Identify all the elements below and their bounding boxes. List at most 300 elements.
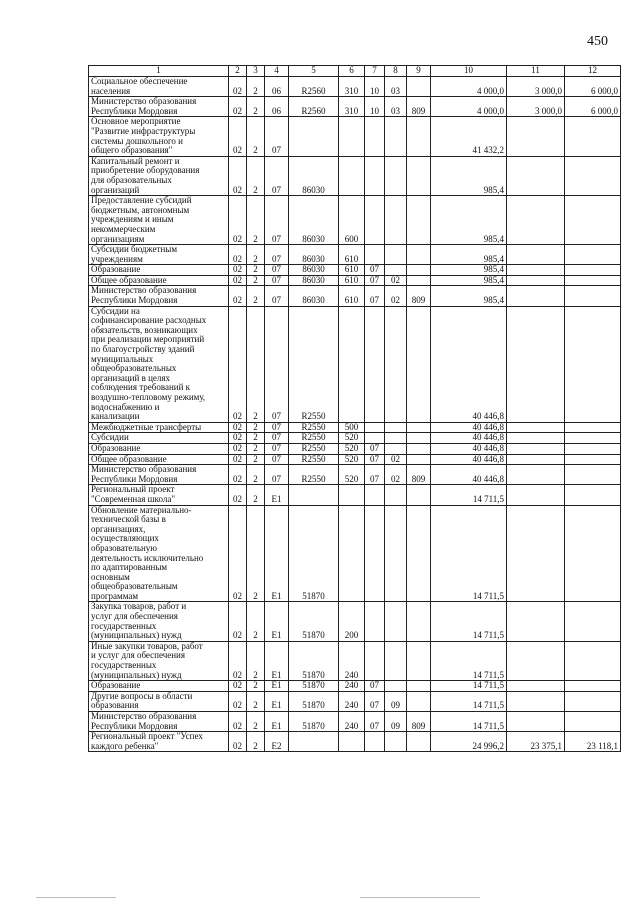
column-header: 9 (407, 66, 431, 77)
amount-cell (507, 712, 565, 732)
amount-cell (507, 156, 565, 195)
table-row (89, 422, 621, 433)
target-code-cell: 86030 (289, 275, 339, 286)
ministry-code-cell (407, 117, 431, 156)
amount-cell: 40 446,8 (431, 454, 507, 465)
ministry-code-cell (407, 691, 431, 711)
amount-cell: 6 000,0 (565, 77, 621, 97)
expense-type-cell: 520 (339, 443, 365, 454)
code-cell: 02 (229, 505, 247, 602)
code-cell: 06 (265, 97, 289, 117)
amount-cell (507, 465, 565, 485)
row-name-cell: Министерство образования Республики Мордовия (89, 712, 229, 732)
amount-cell: 4 000,0 (431, 97, 507, 117)
subsection-cell: 03 (385, 77, 407, 97)
amount-cell (565, 433, 621, 444)
row-name-cell: Социальное обеспечение населения (89, 77, 229, 97)
code-cell: E1 (265, 641, 289, 680)
code-cell: E1 (265, 505, 289, 602)
ministry-code-cell (407, 77, 431, 97)
section-cell (365, 732, 385, 752)
code-cell: 07 (265, 443, 289, 454)
expense-type-cell: 520 (339, 433, 365, 444)
code-cell: 02 (229, 454, 247, 465)
code-cell: 2 (247, 97, 265, 117)
target-code-cell: 86030 (289, 286, 339, 306)
ministry-code-cell (407, 422, 431, 433)
table-row (89, 454, 621, 465)
ministry-code-cell: 809 (407, 712, 431, 732)
code-cell: 02 (229, 306, 247, 422)
ministry-code-cell (407, 156, 431, 195)
code-cell: 2 (247, 306, 265, 422)
code-cell: 07 (265, 275, 289, 286)
amount-cell (565, 641, 621, 680)
ministry-code-cell (407, 454, 431, 465)
page-number: 450 (587, 34, 608, 49)
code-cell: 02 (229, 602, 247, 641)
amount-cell: 14 711,5 (431, 602, 507, 641)
target-code-cell: 86030 (289, 156, 339, 195)
amount-cell: 985,4 (431, 265, 507, 276)
amount-cell (507, 505, 565, 602)
code-cell: 02 (229, 265, 247, 276)
target-code-cell: 86030 (289, 265, 339, 276)
row-name-cell: Региональный проект "Современная школа" (89, 485, 229, 505)
section-cell (365, 422, 385, 433)
code-cell: 02 (229, 732, 247, 752)
table-row (89, 681, 621, 692)
code-cell: 02 (229, 681, 247, 692)
amount-cell: 985,4 (431, 196, 507, 245)
amount-cell (507, 641, 565, 680)
column-header: 1 (89, 66, 229, 77)
amount-cell: 40 446,8 (431, 306, 507, 422)
amount-cell (565, 265, 621, 276)
subsection-cell: 02 (385, 275, 407, 286)
target-code-cell: R2550 (289, 433, 339, 444)
target-code-cell: 51870 (289, 641, 339, 680)
amount-cell: 14 711,5 (431, 505, 507, 602)
row-name-cell: Образование (89, 681, 229, 692)
code-cell: E1 (265, 712, 289, 732)
amount-cell (565, 691, 621, 711)
subsection-cell (385, 443, 407, 454)
expense-type-cell (339, 732, 365, 752)
code-cell: 07 (265, 117, 289, 156)
row-name-cell: Министерство образования Республики Мордовия (89, 465, 229, 485)
expense-type-cell: 310 (339, 77, 365, 97)
table-row (89, 117, 621, 156)
target-code-cell: 51870 (289, 691, 339, 711)
table-row (89, 196, 621, 245)
amount-cell (565, 275, 621, 286)
row-name-cell: Закупка товаров, работ и услуг для обеспечения государственных (муниципальных) нужд (89, 602, 229, 641)
target-code-cell: R2550 (289, 306, 339, 422)
row-name-cell: Министерство образования Республики Мордовия (89, 97, 229, 117)
row-name-cell: Другие вопросы в области образования (89, 691, 229, 711)
expense-type-cell (339, 306, 365, 422)
amount-cell (507, 265, 565, 276)
code-cell: 02 (229, 712, 247, 732)
ministry-code-cell (407, 602, 431, 641)
amount-cell (507, 443, 565, 454)
target-code-cell (289, 732, 339, 752)
amount-cell (565, 156, 621, 195)
code-cell: 02 (229, 97, 247, 117)
amount-cell (565, 505, 621, 602)
amount-cell (507, 681, 565, 692)
expense-type-cell: 240 (339, 691, 365, 711)
code-cell: 2 (247, 275, 265, 286)
subsection-cell (385, 245, 407, 265)
code-cell: 07 (265, 422, 289, 433)
subsection-cell (385, 117, 407, 156)
column-header: 12 (565, 66, 621, 77)
amount-cell: 985,4 (431, 286, 507, 306)
ministry-code-cell: 809 (407, 465, 431, 485)
amount-cell: 14 711,5 (431, 641, 507, 680)
expense-type-cell (339, 156, 365, 195)
amount-cell: 40 446,8 (431, 422, 507, 433)
amount-cell: 40 446,8 (431, 465, 507, 485)
amount-cell (565, 422, 621, 433)
table-row (89, 245, 621, 265)
amount-cell (565, 485, 621, 505)
section-cell: 07 (365, 691, 385, 711)
ministry-code-cell (407, 265, 431, 276)
code-cell: 07 (265, 306, 289, 422)
table-row (89, 641, 621, 680)
amount-cell (507, 485, 565, 505)
table-row (89, 306, 621, 422)
ministry-code-cell (407, 245, 431, 265)
code-cell: 2 (247, 465, 265, 485)
amount-cell: 3 000,0 (507, 77, 565, 97)
amount-cell (507, 422, 565, 433)
scan-mark (360, 897, 480, 898)
expense-type-cell (339, 117, 365, 156)
table-row (89, 732, 621, 752)
ministry-code-cell (407, 505, 431, 602)
expense-type-cell (339, 505, 365, 602)
amount-cell: 985,4 (431, 156, 507, 195)
code-cell: 02 (229, 117, 247, 156)
amount-cell: 3 000,0 (507, 97, 565, 117)
expense-type-cell: 310 (339, 97, 365, 117)
subsection-cell: 02 (385, 454, 407, 465)
code-cell: 02 (229, 422, 247, 433)
code-cell: 2 (247, 732, 265, 752)
row-name-cell: Общее образование (89, 454, 229, 465)
target-code-cell: R2550 (289, 454, 339, 465)
code-cell: 02 (229, 641, 247, 680)
target-code-cell: 86030 (289, 245, 339, 265)
table-row (89, 265, 621, 276)
amount-cell (565, 454, 621, 465)
amount-cell (507, 196, 565, 245)
ministry-code-cell (407, 681, 431, 692)
target-code-cell (289, 485, 339, 505)
code-cell: 2 (247, 485, 265, 505)
amount-cell: 985,4 (431, 275, 507, 286)
table-row (89, 602, 621, 641)
table-row (89, 712, 621, 732)
code-cell: E1 (265, 485, 289, 505)
code-cell: 07 (265, 454, 289, 465)
section-cell (365, 306, 385, 422)
ministry-code-cell (407, 641, 431, 680)
code-cell: 2 (247, 641, 265, 680)
section-cell: 07 (365, 712, 385, 732)
code-cell: 2 (247, 286, 265, 306)
column-header: 6 (339, 66, 365, 77)
target-code-cell: R2550 (289, 465, 339, 485)
section-cell (365, 485, 385, 505)
code-cell: 2 (247, 454, 265, 465)
amount-cell (565, 712, 621, 732)
code-cell: 2 (247, 117, 265, 156)
target-code-cell: 86030 (289, 196, 339, 245)
section-cell (365, 433, 385, 444)
code-cell: 07 (265, 286, 289, 306)
expense-type-cell: 520 (339, 465, 365, 485)
subsection-cell (385, 732, 407, 752)
section-cell: 07 (365, 681, 385, 692)
subsection-cell (385, 156, 407, 195)
target-code-cell: 51870 (289, 602, 339, 641)
table-row (89, 156, 621, 195)
expense-type-cell: 500 (339, 422, 365, 433)
amount-cell (507, 117, 565, 156)
expense-type-cell (339, 485, 365, 505)
section-cell (365, 245, 385, 265)
amount-cell: 14 711,5 (431, 681, 507, 692)
target-code-cell: R2560 (289, 97, 339, 117)
header-row (89, 66, 621, 77)
row-name-cell: Основное мероприятие "Развитие инфраструктуры системы дошкольного и общего образования" (89, 117, 229, 156)
column-header: 5 (289, 66, 339, 77)
scan-mark (36, 897, 116, 898)
expense-type-cell: 240 (339, 641, 365, 680)
expense-type-cell: 610 (339, 286, 365, 306)
ministry-code-cell (407, 306, 431, 422)
amount-cell: 14 711,5 (431, 712, 507, 732)
row-name-cell: Капитальный ремонт и приобретение оборудования для образовательных организаций (89, 156, 229, 195)
subsection-cell (385, 485, 407, 505)
section-cell (365, 641, 385, 680)
amount-cell (565, 196, 621, 245)
code-cell: 02 (229, 443, 247, 454)
amount-cell (565, 286, 621, 306)
amount-cell: 23 118,1 (565, 732, 621, 752)
row-name-cell: Иные закупки товаров, работ и услуг для обеспечения государственных (муниципальных) нужд (89, 641, 229, 680)
amount-cell (565, 245, 621, 265)
code-cell: 02 (229, 77, 247, 97)
amount-cell: 4 000,0 (431, 77, 507, 97)
code-cell: 2 (247, 505, 265, 602)
subsection-cell (385, 681, 407, 692)
amount-cell (507, 275, 565, 286)
amount-cell: 23 375,1 (507, 732, 565, 752)
section-cell: 10 (365, 77, 385, 97)
code-cell: 2 (247, 681, 265, 692)
section-cell (365, 505, 385, 602)
table-row (89, 443, 621, 454)
subsection-cell (385, 196, 407, 245)
amount-cell (565, 443, 621, 454)
table-row (89, 275, 621, 286)
code-cell: 02 (229, 275, 247, 286)
expense-type-cell: 240 (339, 712, 365, 732)
subsection-cell (385, 265, 407, 276)
column-header: 11 (507, 66, 565, 77)
target-code-cell: 51870 (289, 505, 339, 602)
section-cell (365, 196, 385, 245)
column-header: 10 (431, 66, 507, 77)
target-code-cell: R2560 (289, 77, 339, 97)
code-cell: 07 (265, 156, 289, 195)
amount-cell (565, 681, 621, 692)
code-cell: 07 (265, 265, 289, 276)
code-cell: 07 (265, 196, 289, 245)
amount-cell: 24 996,2 (431, 732, 507, 752)
budget-table (88, 65, 621, 752)
code-cell: 2 (247, 712, 265, 732)
code-cell: 2 (247, 691, 265, 711)
subsection-cell: 02 (385, 286, 407, 306)
ministry-code-cell (407, 732, 431, 752)
section-cell (365, 602, 385, 641)
code-cell: 02 (229, 286, 247, 306)
column-header: 4 (265, 66, 289, 77)
row-name-cell: Субсидии (89, 433, 229, 444)
amount-cell (507, 433, 565, 444)
amount-cell (507, 286, 565, 306)
subsection-cell: 09 (385, 712, 407, 732)
code-cell: 02 (229, 156, 247, 195)
subsection-cell (385, 422, 407, 433)
amount-cell (507, 245, 565, 265)
expense-type-cell: 610 (339, 245, 365, 265)
section-cell (365, 117, 385, 156)
code-cell: 2 (247, 443, 265, 454)
code-cell: 07 (265, 245, 289, 265)
row-name-cell: Межбюджетные трансферты (89, 422, 229, 433)
amount-cell (507, 306, 565, 422)
amount-cell: 6 000,0 (565, 97, 621, 117)
table-row (89, 433, 621, 444)
table-row (89, 691, 621, 711)
expense-type-cell: 610 (339, 265, 365, 276)
ministry-code-cell (407, 275, 431, 286)
row-name-cell: Субсидии бюджетным учреждениям (89, 245, 229, 265)
code-cell: 02 (229, 485, 247, 505)
table-row (89, 505, 621, 602)
section-cell: 07 (365, 275, 385, 286)
amount-cell: 41 432,2 (431, 117, 507, 156)
code-cell: 07 (265, 465, 289, 485)
table-row (89, 97, 621, 117)
row-name-cell: Министерство образования Республики Мордовия (89, 286, 229, 306)
code-cell: E1 (265, 691, 289, 711)
code-cell: 2 (247, 196, 265, 245)
code-cell: 2 (247, 265, 265, 276)
code-cell: 06 (265, 77, 289, 97)
code-cell: 07 (265, 433, 289, 444)
target-code-cell: R2550 (289, 422, 339, 433)
section-cell: 07 (365, 465, 385, 485)
target-code-cell (289, 117, 339, 156)
section-cell: 07 (365, 265, 385, 276)
subsection-cell (385, 505, 407, 602)
row-name-cell: Обновление материально- технической базы в организациях, осуществляющих образовательную деятельность исключительно по адаптированным основным общеобразовательным программам (89, 505, 229, 602)
section-cell: 07 (365, 454, 385, 465)
ministry-code-cell (407, 196, 431, 245)
target-code-cell: 51870 (289, 681, 339, 692)
code-cell: 2 (247, 77, 265, 97)
code-cell: 2 (247, 245, 265, 265)
ministry-code-cell (407, 443, 431, 454)
table-row (89, 465, 621, 485)
ministry-code-cell (407, 485, 431, 505)
row-name-cell: Образование (89, 443, 229, 454)
section-cell (365, 156, 385, 195)
ministry-code-cell: 809 (407, 97, 431, 117)
expense-type-cell: 200 (339, 602, 365, 641)
table-row (89, 286, 621, 306)
ministry-code-cell (407, 433, 431, 444)
column-header: 7 (365, 66, 385, 77)
amount-cell (565, 306, 621, 422)
amount-cell: 14 711,5 (431, 485, 507, 505)
amount-cell (507, 602, 565, 641)
expense-type-cell: 240 (339, 681, 365, 692)
code-cell: 2 (247, 602, 265, 641)
amount-cell (565, 117, 621, 156)
code-cell: E2 (265, 732, 289, 752)
amount-cell (565, 465, 621, 485)
subsection-cell (385, 306, 407, 422)
row-name-cell: Образование (89, 265, 229, 276)
code-cell: E1 (265, 602, 289, 641)
amount-cell (507, 691, 565, 711)
code-cell: 02 (229, 196, 247, 245)
subsection-cell (385, 433, 407, 444)
code-cell: 2 (247, 422, 265, 433)
expense-type-cell: 600 (339, 196, 365, 245)
amount-cell: 40 446,8 (431, 443, 507, 454)
amount-cell (565, 602, 621, 641)
column-header: 2 (229, 66, 247, 77)
target-code-cell: 51870 (289, 712, 339, 732)
code-cell: 02 (229, 245, 247, 265)
row-name-cell: Общее образование (89, 275, 229, 286)
subsection-cell: 02 (385, 465, 407, 485)
code-cell: 2 (247, 433, 265, 444)
row-name-cell: Предоставление субсидий бюджетным, автономным учреждениям и иным некоммерческим организациям (89, 196, 229, 245)
code-cell: E1 (265, 681, 289, 692)
code-cell: 2 (247, 156, 265, 195)
row-name-cell: Субсидии на софинансирование расходных обязательств, возникающих при реализации мероприятий по благоустройству зданий муниципальных общеобразовательных организаций в целях соблюдения требований к воздушно-тепловому режиму, водоснабжению и канализации (89, 306, 229, 422)
amount-cell (507, 454, 565, 465)
subsection-cell: 09 (385, 691, 407, 711)
amount-cell: 985,4 (431, 245, 507, 265)
code-cell: 02 (229, 433, 247, 444)
table-row (89, 77, 621, 97)
amount-cell: 14 711,5 (431, 691, 507, 711)
expense-type-cell: 610 (339, 275, 365, 286)
